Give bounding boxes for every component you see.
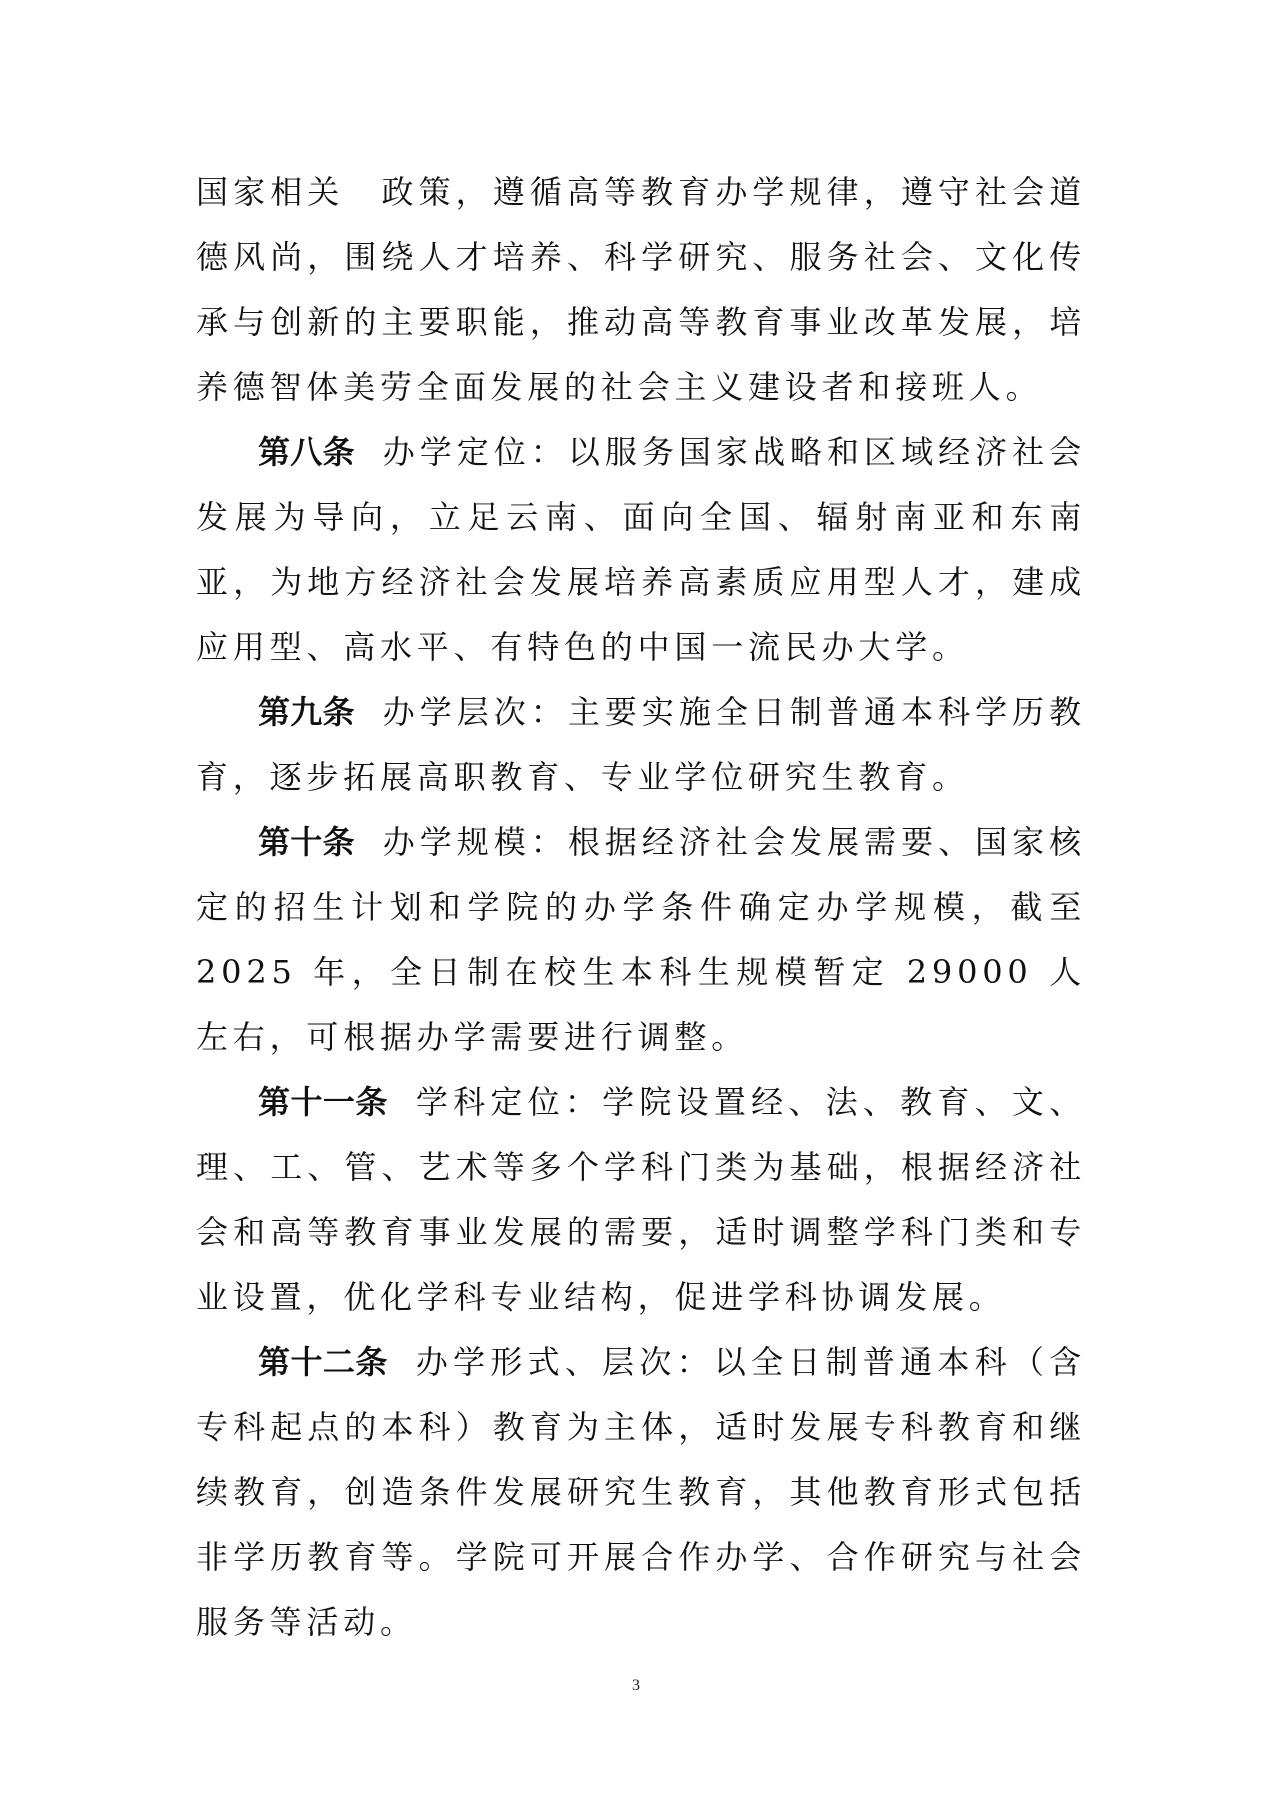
paragraph-text: 办学层次：主要实施全日制普通本科学历教育，逐步拓展高职教育、专业学位研究生教育。 xyxy=(196,693,1086,796)
paragraph-article-9 xyxy=(196,680,1086,810)
paragraph-article-12 xyxy=(196,1330,1086,1655)
article-label: 第十条 xyxy=(258,823,355,861)
paragraph-article-11 xyxy=(196,1070,1086,1330)
article-label: 第十二条 xyxy=(258,1343,388,1381)
paragraph-text: 办学定位：以服务国家战略和区域经济社会发展为导向，立足云南、面向全国、辐射南亚和东南亚，为地方经济社会发展培养高素质应用型人才，建成应用型、高水平、有特色的中国一流民办大学。 xyxy=(196,433,1086,666)
paragraph-text: 国家相关 政策，遵循高等教育办学规律，遵守社会道德风尚，围绕人才培养、科学研究、服务社会、文化传承与创新的主要职能，推动高等教育事业改革发展，培养德智体美劳全面发展的社会主义建设者和接班人。 xyxy=(196,173,1086,406)
article-label: 第八条 xyxy=(258,433,355,471)
article-label: 第九条 xyxy=(258,693,355,731)
paragraph-text: 学科定位：学院设置经、法、教育、文、理、工、管、艺术等多个学科门类为基础，根据经济社会和高等教育事业发展的需要，适时调整学科门类和专业设置，优化学科专业结构，促进学科协调发展。 xyxy=(196,1083,1086,1316)
article-label: 第十一条 xyxy=(258,1083,388,1121)
page-number: 3 xyxy=(632,1677,640,1694)
paragraph-text: 办学形式、层次：以全日制普通本科（含专科起点的本科）教育为主体，适时发展专科教育和继续教育，创造条件发展研究生教育，其他教育形式包括非学历教育等。学院可开展合作办学、合作研究与社会服务等活动。 xyxy=(196,1343,1086,1641)
paragraph-article-8 xyxy=(196,420,1086,680)
paragraph-article-10 xyxy=(196,810,1086,1070)
paragraph-continuation xyxy=(196,160,1086,420)
document-body xyxy=(196,160,1086,1655)
paragraph-text: 办学规模：根据经济社会发展需要、国家核定的招生计划和学院的办学条件确定办学规模，截至 2025 年，全日制在校生本科生规模暂定 29000 人左右，可根据办学需要进行调整。 xyxy=(196,823,1086,1056)
